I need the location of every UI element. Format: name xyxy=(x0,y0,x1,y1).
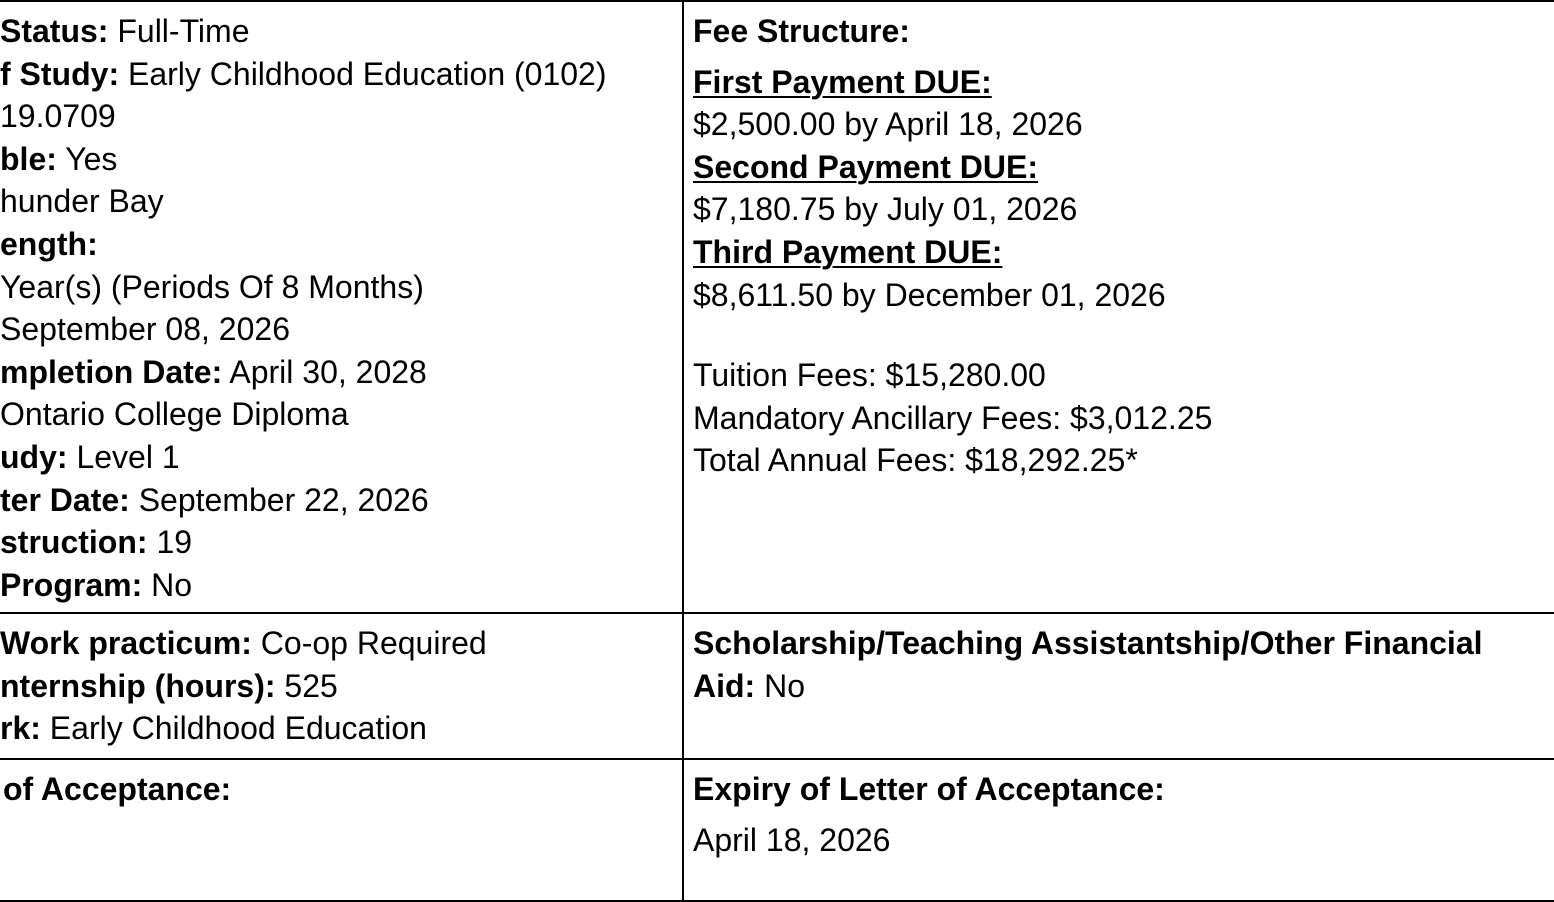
detail-line xyxy=(0,479,682,522)
detail-line xyxy=(0,521,682,564)
detail-line xyxy=(0,95,682,138)
table-row xyxy=(0,613,1554,759)
detail-value: hunder Bay xyxy=(0,183,164,220)
practicum-cell xyxy=(0,613,683,759)
second-payment-detail: $7,180.75 by July 01, 2026 xyxy=(693,191,1078,228)
detail-line xyxy=(0,308,682,351)
detail-value: Year(s) (Periods Of 8 Months) xyxy=(0,268,424,305)
third-payment-detail: $8,611.50 by December 01, 2026 xyxy=(693,276,1166,313)
second-payment-title: Second Payment DUE: xyxy=(693,148,1038,185)
tuition-fees: Tuition Fees: $15,280.00 xyxy=(693,357,1046,394)
detail-line xyxy=(0,393,682,436)
detail-line xyxy=(0,665,682,708)
fee-structure-cell xyxy=(683,1,1554,613)
detail-line xyxy=(0,10,682,53)
acceptance-label: of Acceptance: xyxy=(3,771,232,807)
detail-label: rk: xyxy=(0,710,41,747)
detail-value: September 08, 2026 xyxy=(0,311,290,348)
expiry-label: Expiry of Letter of Acceptance: xyxy=(693,771,1165,807)
acceptance-expiry xyxy=(693,768,1547,861)
detail-label: Program: xyxy=(0,566,143,603)
program-details-cell xyxy=(0,1,683,613)
detail-line xyxy=(0,707,682,750)
detail-value: 19.0709 xyxy=(0,98,116,135)
detail-value: 19 xyxy=(147,524,193,561)
detail-label: mpletion Date: xyxy=(0,353,223,390)
fee-structure xyxy=(693,10,1547,482)
detail-value: Ontario College Diploma xyxy=(0,396,349,433)
financial-aid-cell xyxy=(683,613,1554,759)
ancillary-fees: Mandatory Ancillary Fees: $3,012.25 xyxy=(693,399,1213,436)
detail-value: Full-Time xyxy=(108,13,250,49)
acceptance-expiry-cell xyxy=(683,759,1554,901)
financial-aid xyxy=(693,622,1537,707)
third-payment-title: Third Payment DUE: xyxy=(693,233,1003,270)
detail-value: September 22, 2026 xyxy=(129,481,429,518)
program-details xyxy=(0,10,682,606)
detail-value: Level 1 xyxy=(67,438,180,475)
expiry-date: April 18, 2026 xyxy=(693,821,891,858)
financial-aid-value: No xyxy=(755,667,805,704)
detail-line xyxy=(0,53,682,96)
detail-label: Work practicum: xyxy=(0,625,252,661)
detail-label: struction: xyxy=(0,524,148,561)
detail-line xyxy=(0,266,682,309)
detail-line xyxy=(0,564,682,607)
total-annual-fees: Total Annual Fees: $18,292.25* xyxy=(693,442,1138,479)
detail-value: April 30, 2028 xyxy=(222,353,427,390)
detail-label: ble: xyxy=(0,140,57,177)
practicum-details xyxy=(0,622,682,750)
detail-line xyxy=(0,351,682,394)
detail-label: Status: xyxy=(0,13,109,49)
detail-value: 525 xyxy=(275,667,338,704)
detail-value: No xyxy=(142,566,193,603)
detail-label: f Study: xyxy=(0,55,120,92)
detail-label: ength: xyxy=(0,225,98,262)
detail-line xyxy=(0,436,682,479)
detail-line xyxy=(0,138,682,181)
first-payment-detail: $2,500.00 by April 18, 2026 xyxy=(693,106,1083,143)
first-payment-title: First Payment DUE: xyxy=(693,63,992,100)
detail-label: ter Date: xyxy=(0,481,130,518)
acceptance-cell xyxy=(0,759,683,901)
detail-value: Early Childhood Education (0102) xyxy=(119,55,607,92)
detail-line xyxy=(0,180,682,223)
table-row xyxy=(0,759,1554,901)
detail-label: udy: xyxy=(0,438,68,475)
acceptance-left xyxy=(0,768,682,811)
table-row xyxy=(0,1,1554,613)
detail-value: Co-op Required xyxy=(251,625,487,661)
financial-aid-label: Scholarship/Teaching Assistantship/Other Financial Aid: xyxy=(693,625,1483,704)
spacer xyxy=(693,316,1547,354)
detail-line xyxy=(0,622,682,665)
detail-line xyxy=(0,223,682,266)
fee-structure-heading: Fee Structure: xyxy=(693,13,910,49)
detail-value: Early Childhood Education xyxy=(40,710,427,747)
detail-label: nternship (hours): xyxy=(0,667,276,704)
detail-value: Yes xyxy=(56,140,118,177)
